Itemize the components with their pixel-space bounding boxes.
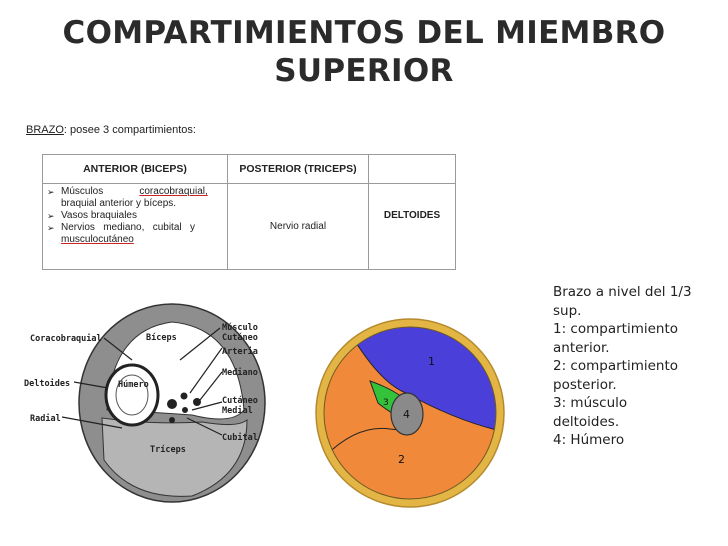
label-cutaneo: Cutáneo [222, 333, 258, 343]
item-text: musculocutáneo [61, 234, 134, 245]
label-mediano: Mediano [222, 368, 258, 378]
header-posterior: POSTERIOR (TRICEPS) [228, 155, 369, 184]
figure-caption [553, 283, 723, 450]
caption-line: 1: compartimiento [553, 321, 679, 337]
caption-line: 2: compartimiento [553, 358, 679, 374]
caption-line: posterior. [553, 376, 617, 393]
caption-line: Brazo a nivel del 1/3 [553, 284, 692, 300]
item-text: coracobraquial, [139, 186, 208, 197]
intro-text [26, 124, 196, 136]
label-coracobraquial: Coracobraquial [30, 334, 102, 344]
page-title [40, 14, 688, 90]
label-radial: Radial [30, 414, 61, 424]
cell-anterior [43, 184, 228, 270]
item-text: Nervios mediano, cubital y [61, 222, 195, 233]
label-cubital: Cubital [222, 433, 258, 443]
label-musculo: Músculo [222, 323, 258, 333]
label-triceps: Tríceps [150, 445, 186, 455]
circle-label-1: 1 [428, 355, 435, 368]
anterior-list [47, 186, 223, 246]
list-item [61, 222, 223, 246]
label-cutaneo-medial-2: Medial [222, 406, 253, 416]
compartment-schematic-circle [310, 313, 510, 513]
compartments-table [42, 154, 456, 270]
cell-posterior: Nervio radial [228, 184, 369, 270]
caption-line: anterior. [553, 339, 610, 356]
label-biceps: Bíceps [146, 333, 177, 343]
circle-label-3: 3 [383, 398, 389, 408]
circle-label-2: 2 [398, 453, 405, 466]
label-deltoides: Deltoides [24, 379, 71, 389]
caption-line: 3: músculo [553, 395, 628, 411]
circle-label-4: 4 [403, 408, 410, 421]
table-row [43, 184, 456, 270]
header-empty [369, 155, 456, 184]
item-text: Músculos [61, 186, 104, 197]
label-cutaneo-medial-1: Cutáneo [222, 396, 258, 406]
label-arteria: Arteria [222, 347, 258, 357]
intro-term: BRAZO [26, 124, 64, 136]
caption-line: 4: Húmero [553, 432, 625, 448]
item-text: braquial anterior y bíceps. [61, 198, 177, 209]
title-line-2: SUPERIOR [274, 53, 454, 89]
list-item [61, 210, 223, 222]
caption-line: sup. [553, 302, 582, 319]
header-anterior: ANTERIOR (BICEPS) [43, 155, 228, 184]
arm-cross-section-diagram [22, 300, 282, 506]
table-header-row [43, 155, 456, 184]
item-text: Vasos braquiales [61, 210, 137, 221]
list-item [61, 186, 223, 210]
intro-rest: : posee 3 compartimientos: [63, 124, 196, 136]
cell-deltoides: DELTOIDES [369, 184, 456, 270]
caption-line: deltoides. [553, 413, 620, 430]
label-humero: Húmero [118, 380, 149, 390]
title-line-1: COMPARTIMIENTOS DEL MIEMBRO [62, 15, 666, 51]
